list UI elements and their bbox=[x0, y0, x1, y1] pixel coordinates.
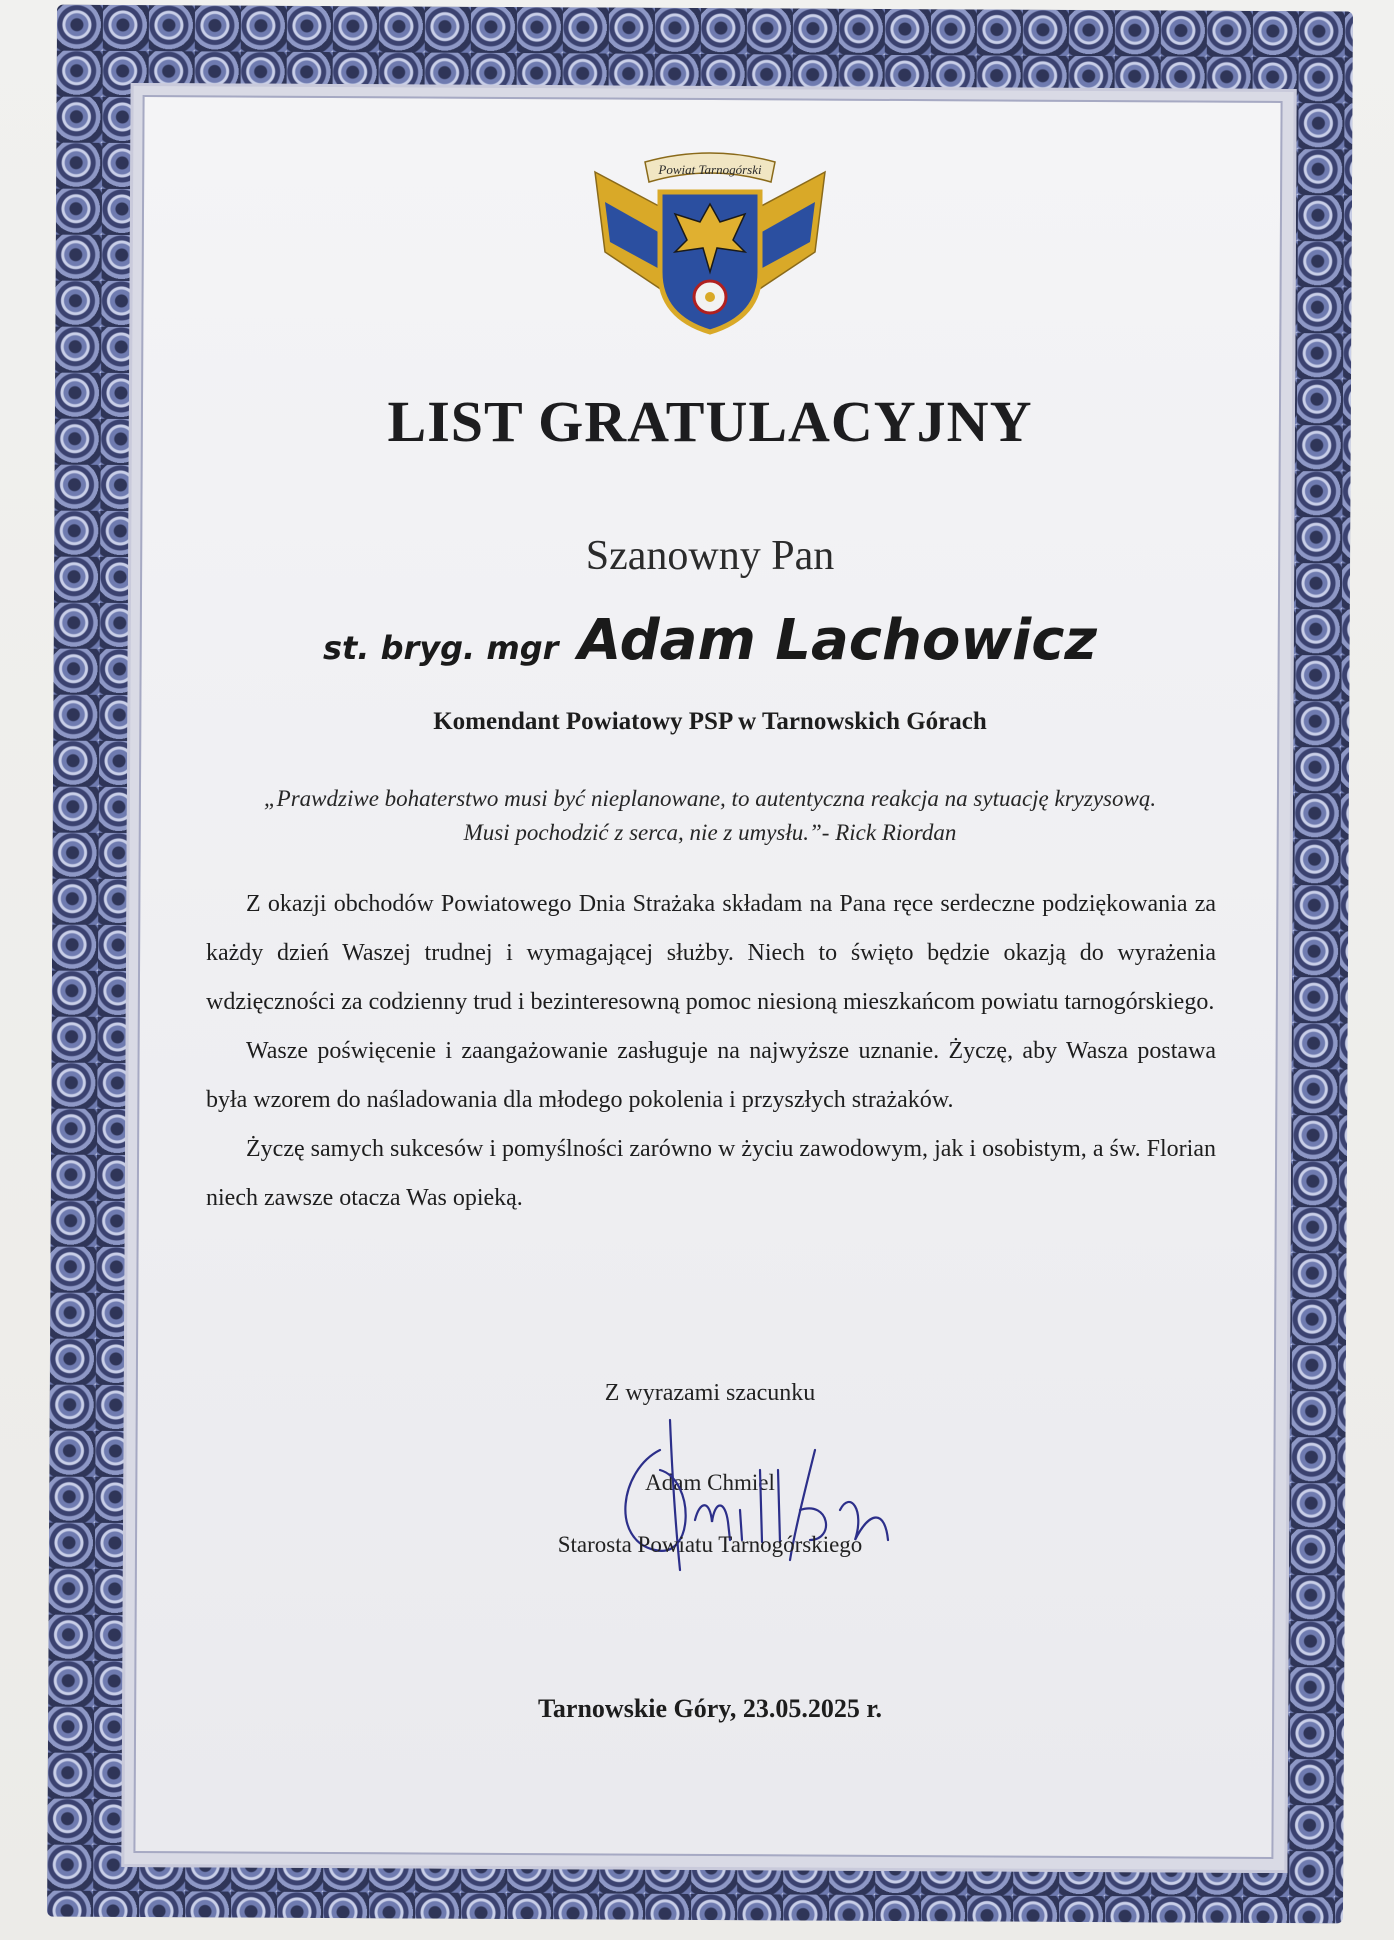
signer-name: Adam Chmiel bbox=[645, 1470, 775, 1495]
coat-of-arms-emblem bbox=[575, 142, 845, 342]
body-paragraph-2: Wasze poświęcenie i zaangażowanie zasługuje na najwyższe uznanie. Życzę, aby Wasza postawa była wzorem do naśladowania dla młodego pokolenia i przyszłych strażaków. bbox=[206, 1038, 1216, 1113]
place-and-date: Tarnowskie Góry, 23.05.2025 r. bbox=[537, 1694, 883, 1723]
emblem-banner-text: Powiat Tarnogórski bbox=[658, 162, 762, 177]
body-paragraph-1: Z okazji obchodów Powiatowego Dnia Strażaka składam na Pana ręce serdeczne podziękowania za każdy dzień Waszej trudnej i wymagającej służby. Niech to święto będzie okazją do wyrażenia wdzięczności za codzienny trud i bezinteresowną pomoc niesioną mieszkańcom powiatu tarnogórskiego. bbox=[206, 891, 1216, 1015]
recipient-position: Komendant Powiatowy PSP w Tarnowskich Górach bbox=[433, 708, 987, 735]
body-paragraph-3: Życzę samych sukcesów i pomyślności zarówno w życiu zawodowym, jak i osobistym, a św. Florian niech zawsze otacza Was opieką. bbox=[206, 1136, 1216, 1211]
closing-phrase: Z wyrazami szacunku bbox=[604, 1380, 816, 1406]
body-text bbox=[206, 880, 1216, 1223]
recipient-rank: st. bryg. mgr bbox=[322, 629, 559, 667]
salutation: Szanowny Pan bbox=[585, 533, 835, 579]
recipient-name: Adam Lachowicz bbox=[577, 608, 1098, 673]
signer-title: Starosta Powiatu Tarnogórskiego bbox=[557, 1532, 863, 1557]
quote-line-1: „Prawdziwe bohaterstwo musi być nieplanowane, to autentyczna reakcja na sytuację kryzysową. bbox=[263, 786, 1157, 811]
quote-line-2: Musi pochodzić z serca, nie z umysłu.”- Rick Riordan bbox=[463, 820, 957, 845]
quote bbox=[180, 782, 1240, 850]
recipient-line bbox=[180, 608, 1240, 673]
certificate-content bbox=[180, 120, 1240, 1840]
certificate-title: LIST GRATULACYJNY bbox=[387, 389, 1033, 454]
